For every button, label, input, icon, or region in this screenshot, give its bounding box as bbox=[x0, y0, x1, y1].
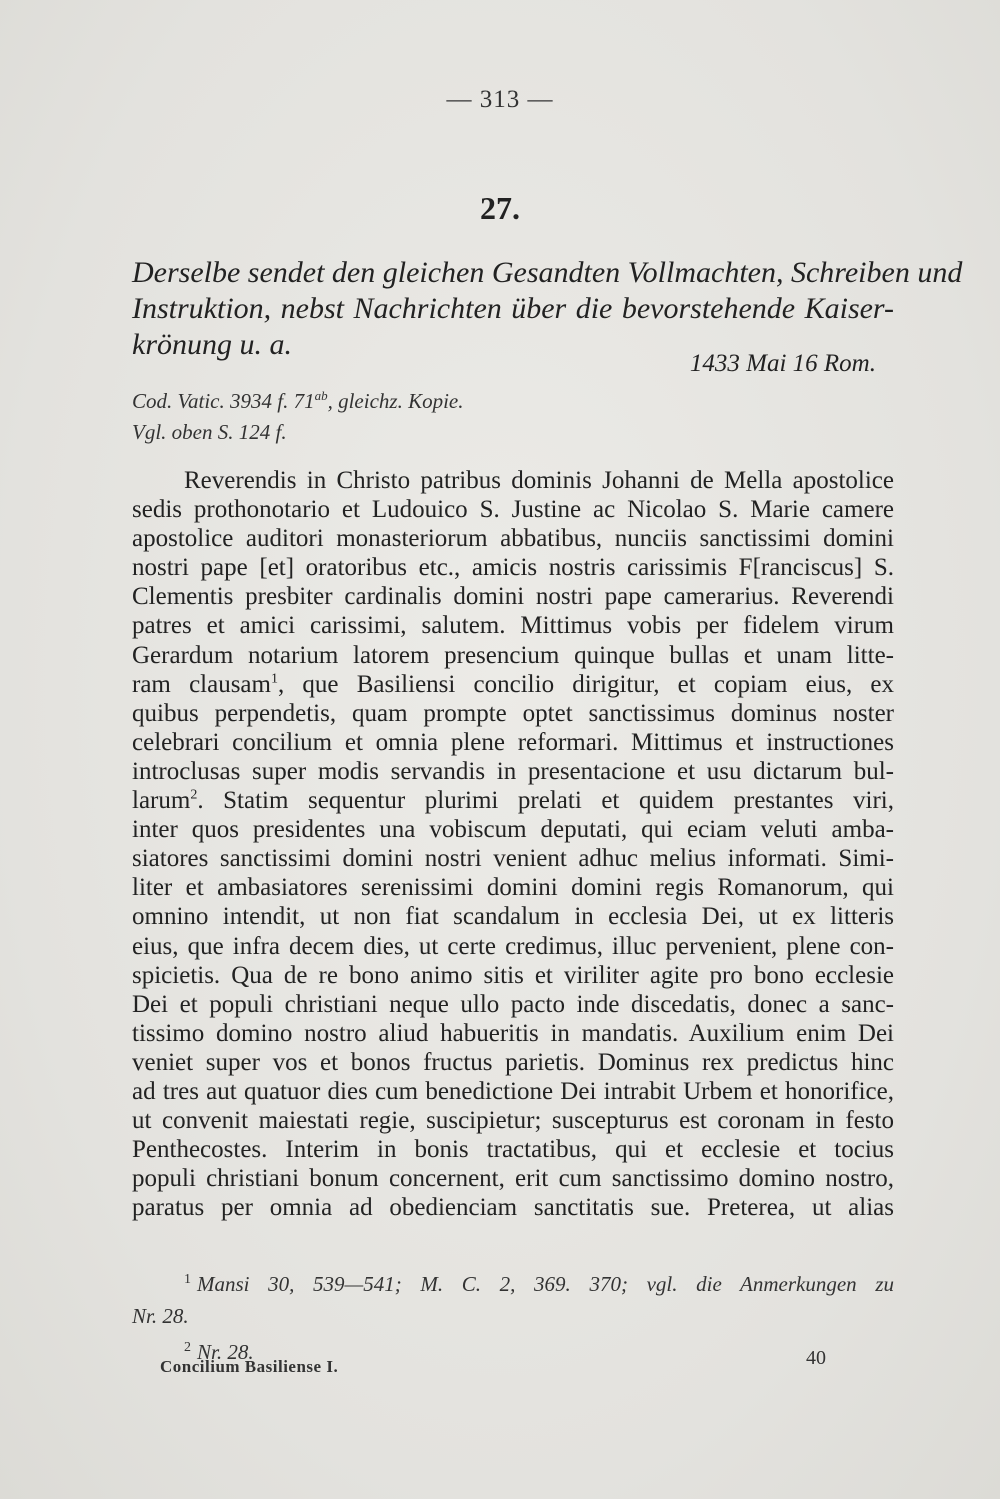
body-line: omnino intendit, ut non fiat scandalum in ecclesia Dei, ut ex litteris bbox=[132, 903, 894, 931]
body-line: Gerardum notarium latorem presencium quinque bullas et unam litte- bbox=[132, 641, 894, 669]
document-date: 1433 Mai 16 Rom. bbox=[689, 350, 876, 377]
body-line: spicietis. Qua de re bono animo sitis et viriliter agite pro bono ecclesie bbox=[132, 961, 894, 989]
source-folio-sup: ab bbox=[314, 388, 328, 403]
source-codex-text: Cod. Vatic. 3934 f. 71 bbox=[132, 389, 315, 413]
body-line: veniet super vos et bonos fructus parietis. Dominus rex predictus hinc bbox=[132, 1048, 894, 1076]
body-line: inter quos presidentes una vobiscum deputati, qui eciam veluti amba- bbox=[132, 816, 894, 844]
body-line: introclusas super modis servandis in presentacione et usu dictarum bul- bbox=[132, 757, 894, 785]
body-line: apostolice auditori monasteriorum abbatibus, nunciis sanctissimi domini bbox=[132, 525, 894, 553]
heading-line: Instruktion, nebst Nachrichten über die bevorstehende Kaiser- bbox=[132, 292, 894, 325]
footnote-1 bbox=[132, 1264, 894, 1300]
body-line: quibus perpendetis, quam prompte optet sanctissimus dominus noster bbox=[132, 699, 894, 727]
body-line: paratus per omnia ad obedienciam sanctitatis sue. Preterea, ut alias bbox=[132, 1194, 894, 1222]
body-line: Penthecostes. Interim in bonis tractatibus, qui et ecclesie et tocius bbox=[132, 1136, 894, 1164]
body-text-fragment: , que Basiliensi concilio dirigitur, et copiam eius, ex bbox=[277, 670, 894, 698]
footnote-mark: 2 bbox=[184, 1340, 191, 1355]
body-text-fragment: larum bbox=[132, 787, 191, 815]
body-line bbox=[132, 670, 894, 699]
body-text-fragment: . Statim sequentur plurimi prelati et quidem prestantes viri, bbox=[197, 787, 894, 815]
letter-body bbox=[132, 466, 894, 1222]
body-line: nostri pape [et] oratoribus etc., amicis nostris carissimis F[ranciscus] S. bbox=[132, 554, 894, 582]
body-line: liter et ambasiatores serenissimi domini domini regis Romanorum, qui bbox=[132, 874, 894, 902]
footnote-mark: 1 bbox=[184, 1272, 191, 1287]
footnote-ref-2: 2 bbox=[190, 787, 198, 803]
source-codex bbox=[132, 388, 464, 414]
body-line: Clementis presbiter cardinalis domini nostri pape camerarius. Reverendi bbox=[132, 583, 894, 611]
footnote-text: Nr. 28. bbox=[197, 1340, 254, 1364]
body-line: Reverendis in Christo patribus dominis Johanni de Mella apostolice bbox=[184, 467, 894, 494]
footnote-1-continuation: Nr. 28. bbox=[132, 1304, 189, 1328]
body-line: eius, que infra decem dies, ut certe credimus, illuc pervenient, plene con- bbox=[132, 932, 894, 960]
heading-line: Derselbe sendet den gleichen Gesandten Vollmachten, Schreiben und bbox=[132, 256, 963, 289]
sheet-number: 40 bbox=[806, 1347, 826, 1369]
body-line: ad tres aut quatuor dies cum benedictione Dei intrabit Urbem et honorifice, bbox=[132, 1077, 894, 1105]
body-line: tissimo domino nostro aliud habueritis in mandatis. Auxilium enim Dei bbox=[132, 1019, 894, 1047]
heading-line: krönung u. a. bbox=[132, 328, 292, 361]
body-line: celebrari concilium et omnia plene reformari. Mittimus et instructiones bbox=[132, 728, 894, 756]
source-codex-note: , gleichz. Kopie. bbox=[327, 389, 464, 413]
footnotes bbox=[132, 1264, 894, 1368]
body-text-fragment: ram clausam bbox=[132, 670, 271, 698]
document-heading bbox=[132, 255, 963, 363]
body-line: populi christiani bonum concernent, erit cum sanctissimo domino nostro, bbox=[132, 1165, 894, 1193]
page-number: — 313 — bbox=[446, 86, 554, 113]
body-line: Dei et populi christiani neque ullo pacto inde discedatis, donec a sanc- bbox=[132, 990, 894, 1018]
body-line: patres et amici carissimi, salutem. Mittimus vobis per fidelem virum bbox=[132, 612, 894, 640]
body-line: ut convenit maiestati regie, suscipietur; suscepturus est coronam in festo bbox=[132, 1107, 894, 1135]
document-number: 27. bbox=[480, 190, 520, 226]
footnote-text: Mansi 30, 539—541; M. C. 2, 369. 370; vgl. die Anmerkungen zu bbox=[197, 1272, 894, 1296]
printer-signature: Concilium Basiliense I. bbox=[160, 1357, 339, 1376]
source-reference: Vgl. oben S. 124 f. bbox=[132, 420, 287, 444]
body-line bbox=[132, 786, 894, 815]
body-line: sedis prothonotario et Ludouico S. Justine ac Nicolao S. Marie camere bbox=[132, 496, 894, 524]
body-line: siatores sanctissimi domini nostri venient adhuc melius informati. Simi- bbox=[132, 845, 894, 873]
footnote-ref-1: 1 bbox=[270, 671, 278, 687]
